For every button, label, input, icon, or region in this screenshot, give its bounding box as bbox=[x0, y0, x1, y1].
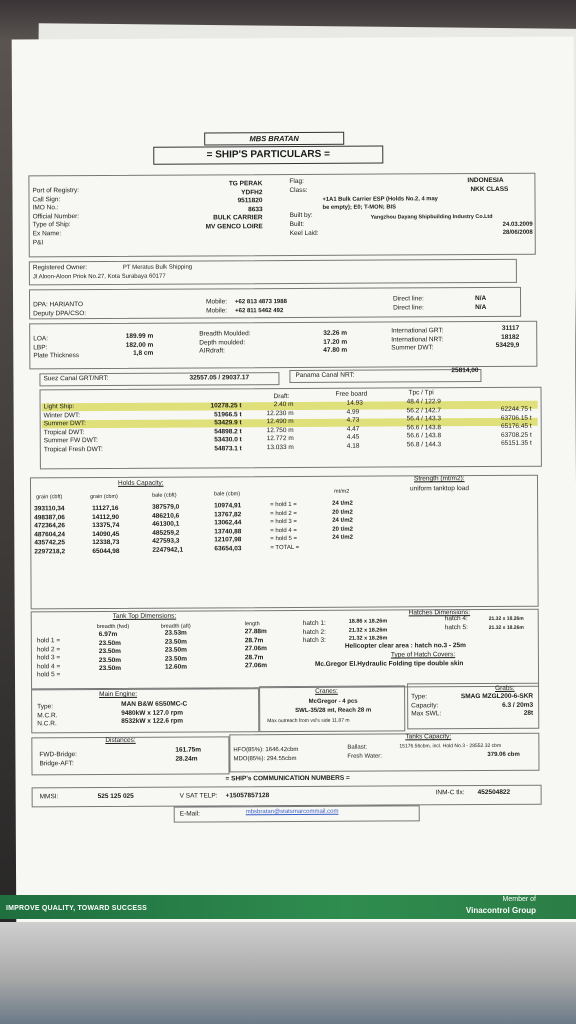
dimension-values: 189.99 m 182.00 m 1,8 cm bbox=[125, 332, 154, 358]
owner-label: Registered Owner: bbox=[32, 264, 88, 272]
freeboard-head: Free board bbox=[335, 390, 368, 398]
bale-cbft-values: 387579,0 486210,6 461300,1 485259,2 427593,3 2247942,1 bbox=[152, 503, 184, 554]
built-value: 24.03.2009 bbox=[502, 221, 533, 228]
holds-head-grain-cbft: grain (cbft) bbox=[36, 494, 63, 501]
footer-group: Vinacontrol Group bbox=[465, 906, 536, 915]
helicopter-clear-area: Helicopter clear area : hatch no.3 - 25m bbox=[344, 642, 466, 650]
breadth-values: 32.26 m 17.20 m 47.80 m bbox=[323, 329, 348, 355]
grain-cbm-values: 11127,16 14112,90 13375,74 14090,45 12338,73 65044,98 bbox=[92, 504, 120, 556]
hatch-covers-title: Type of Hatch Covers: bbox=[390, 651, 456, 659]
hatch-labels: hatch 1: hatch 2: hatch 3: bbox=[302, 619, 326, 645]
draft-head: Draft: bbox=[273, 393, 290, 401]
tanktop-length-values: 27.88m 28.7m 27.06m 28.7m 27.06m bbox=[244, 628, 268, 670]
hatch-right-values: 21.32 x 18.26m 21.32 x 18.26m bbox=[488, 615, 524, 631]
class-notation: +1A1 Bulk Carrier ESP (Holds No.2, 4 may be empty); E0; T-MON; BIS bbox=[322, 196, 438, 211]
hatch-right-labels: hatch 4: hatch 5: bbox=[444, 615, 468, 631]
distances-title: Distances: bbox=[105, 736, 136, 744]
cranes-values: McGregor - 4 pcs SWL-35/28 mt, Reach 28 m bbox=[295, 698, 372, 714]
footer-slogan: IMPROVE QUALITY, TOWARD SUCCESS bbox=[6, 905, 148, 912]
inmarsat-value: 452504822 bbox=[477, 788, 511, 797]
bale-cbm-values: 10974,91 13767,82 13062,44 13740,88 12107,98 63654,03 bbox=[214, 502, 242, 553]
email-link[interactable]: mbsbratan@statsmarcommail.com bbox=[245, 808, 339, 816]
hatch-values: 18.86 x 18.26m 21.32 x 18.26m 21.32 x 18.26m bbox=[348, 618, 388, 642]
strength-title: Strength (mt/m2): bbox=[413, 475, 465, 483]
registry-labels: Port of Registry: Call Sign: IMO No.: Official Number: Type of Ship: Ex Name: P&I bbox=[32, 187, 80, 246]
dimension-labels: LOA: LBP: Plate Thickness bbox=[33, 335, 80, 360]
keel-value: 28/06/2008 bbox=[502, 229, 533, 236]
engine-title: Main Engine: bbox=[99, 690, 138, 699]
holds-head-grain-cbm: grain (cbm) bbox=[90, 493, 118, 501]
distance-labels: FWD-Bridge: Bridge-AFT: bbox=[39, 751, 77, 767]
dpa-labels: DPA: HARIANTO Deputy DPA/CSO: bbox=[33, 301, 87, 317]
dwt-values: 10278.25 t 51966.5 t 53429.9 t 54898.2 t 53430.0 t 54873.1 t bbox=[210, 402, 242, 453]
owner-name: PT Meratus Bulk Shipping bbox=[122, 264, 193, 271]
tanktop-head-fwd: breadth (fwd) bbox=[96, 623, 130, 631]
ballast-value: 15176.56cbm, incl. Hold No.3 - 28552.32 cbm bbox=[399, 742, 502, 750]
builder-value: Yangzhou Dayang Shipbuilding Industry Co.Ltd bbox=[370, 213, 493, 221]
ship-name: MBS BRATAN bbox=[204, 132, 344, 146]
tonnage-labels: International GRT: International NRT: Summer DWT: bbox=[391, 327, 444, 352]
breadth-labels: Breadth Moulded: Depth moulded: AIRdraft: bbox=[199, 330, 251, 355]
tanktop-hold-labels: hold 1 = hold 2 = hold 3 = hold 4 = hold 5 = bbox=[36, 637, 61, 679]
mmsi-label: MMSI: bbox=[39, 793, 59, 801]
direct-line-labels: Direct line: Direct line: bbox=[393, 295, 424, 312]
tpc-head: Tpc / Tpi bbox=[408, 389, 434, 397]
holds-title: Holds Capacity: bbox=[117, 479, 164, 487]
tonnage-values: 31117 18182 53429,9 bbox=[495, 324, 520, 350]
holds-head-bale-cbft: bale (cbft) bbox=[152, 492, 177, 499]
freeboard-values: 14.93 4.99 4.73 4.47 4.45 4.18 bbox=[346, 399, 363, 450]
inmarsat-label: INM-C tlx: bbox=[435, 789, 465, 797]
owner-address: Jl Aloon-Aloon Priok No.27, Kota Surabaya 60177 bbox=[32, 273, 166, 281]
vsat-label: V SAT TELP: bbox=[179, 792, 218, 800]
mobile-labels: Mobile: Mobile: bbox=[206, 298, 228, 315]
direct-line-values: N/A N/A bbox=[475, 294, 487, 311]
grabs-values: SMAG MZGL200-6-SKR 6.3 / 20m3 28t bbox=[460, 692, 534, 717]
holds-head-bale-cbm: bale (cbm) bbox=[214, 491, 241, 498]
hatches-title: Hatches Dimensions: bbox=[408, 609, 471, 617]
tanktop-head-aft: breadth (aft) bbox=[160, 623, 191, 630]
flag-value: INDONESIA bbox=[467, 176, 504, 185]
ballast-labels: Ballast: Fresh Water: bbox=[347, 744, 382, 760]
tanktop-fwd-values: 6.97m 23.50m 23.50m 23.50m 23.50m bbox=[98, 630, 122, 673]
registry-right-labels: Flag: Class: Built by: Built: Keel Laid: bbox=[289, 177, 319, 237]
panama-label: Panama Canal NRT: bbox=[295, 371, 355, 379]
fuel-values: HFO(85%): 1646.42cbm MDO(85%): 294.55cbm bbox=[233, 746, 299, 762]
communication-title: = SHIP's COMMUNICATION NUMBERS = bbox=[225, 774, 350, 783]
grabs-title: Grabs: bbox=[495, 684, 515, 692]
draft-values: 2.40 m 12.230 m 12.490 m 12.750 m 12.772 m 13.033 m bbox=[266, 401, 294, 452]
hold-numbers: = hold 1 = = hold 2 = = hold 3 = = hold 4 = = hold 5 = = TOTAL = bbox=[270, 501, 300, 552]
tanktop-head-length: length bbox=[244, 621, 260, 628]
suez-label: Suez Canal GRT/NRT: bbox=[43, 374, 109, 383]
cranes-title: Cranes: bbox=[315, 687, 338, 695]
email-label: E-Mail: bbox=[179, 810, 200, 818]
distance-values: 161.75m 28.24m bbox=[175, 746, 202, 763]
engine-values: MAN B&W 6S50MC-C 9480kW x 127.0 rpm 8532kW x 122.6 rpm bbox=[121, 700, 188, 726]
strength-values: 24 t/m2 20 t/m2 24 t/m2 20 t/m2 24 t/m2 bbox=[332, 500, 353, 542]
footer-band bbox=[0, 895, 576, 919]
registry-values: TG PERAK YDFH2 9511820 8633 BULK CARRIER MV GENCO LOIRE bbox=[205, 180, 263, 231]
ship-particulars-sheet bbox=[12, 37, 576, 932]
suez-value: 32557.05 / 29037.17 bbox=[189, 374, 250, 382]
vsat-value: +15057857128 bbox=[225, 792, 270, 800]
fabric-foreground bbox=[0, 922, 576, 1024]
strength-note: uniform tanktop load bbox=[410, 485, 469, 493]
mobile-values: +62 813 4873 1988 +62 811 5462 492 bbox=[235, 299, 287, 314]
mmsi-value: 525 125 025 bbox=[97, 792, 134, 801]
fresh-water-value: 379.06 cbm bbox=[487, 751, 520, 758]
class-value: NKK CLASS bbox=[470, 185, 509, 194]
displacement-values: 62244.75 t 63706.15 t 65176.45 t 63708.25 t 65151.35 t bbox=[500, 405, 532, 448]
tanktop-title: Tank Top Dimensions: bbox=[112, 612, 177, 620]
footer-member-of: Member of bbox=[502, 896, 536, 903]
tanks-title: Tanks Capacity: bbox=[405, 733, 452, 741]
tanktop-aft-values: 23.53m 23.50m 23.50m 23.50m 12.60m bbox=[164, 629, 188, 672]
hatch-covers-value: Mc.Gregor El.Hydraulic Folding tipe double skin bbox=[314, 660, 464, 668]
grabs-labels: Type: Capacity: Max SWL: bbox=[411, 693, 442, 718]
panama-value: 25814,00 bbox=[451, 367, 479, 375]
page-title: = SHIP'S PARTICULARS = bbox=[153, 146, 383, 165]
engine-labels: Type: M.C.R. N.C.R. bbox=[37, 703, 58, 728]
tpc-values: 48.4 / 122.9 56.2 / 142.7 56.4 / 143.3 56.6 / 143.8 56.6 / 143.8 56.8 / 144.3 bbox=[406, 398, 442, 449]
holds-head-strength: mt/m2 bbox=[334, 488, 350, 495]
dwt-labels: Light Ship: Winter DWT: Summer DWT: Tropical DWT: Summer FW DWT: Tropical Fresh DWT: bbox=[43, 403, 103, 454]
cranes-outreach: Max outreach from vsl's side 11.87 m bbox=[267, 717, 350, 725]
grain-cbft-values: 393110,34 498387,06 472364,26 487604,24 435742,25 2297218,2 bbox=[34, 505, 66, 556]
